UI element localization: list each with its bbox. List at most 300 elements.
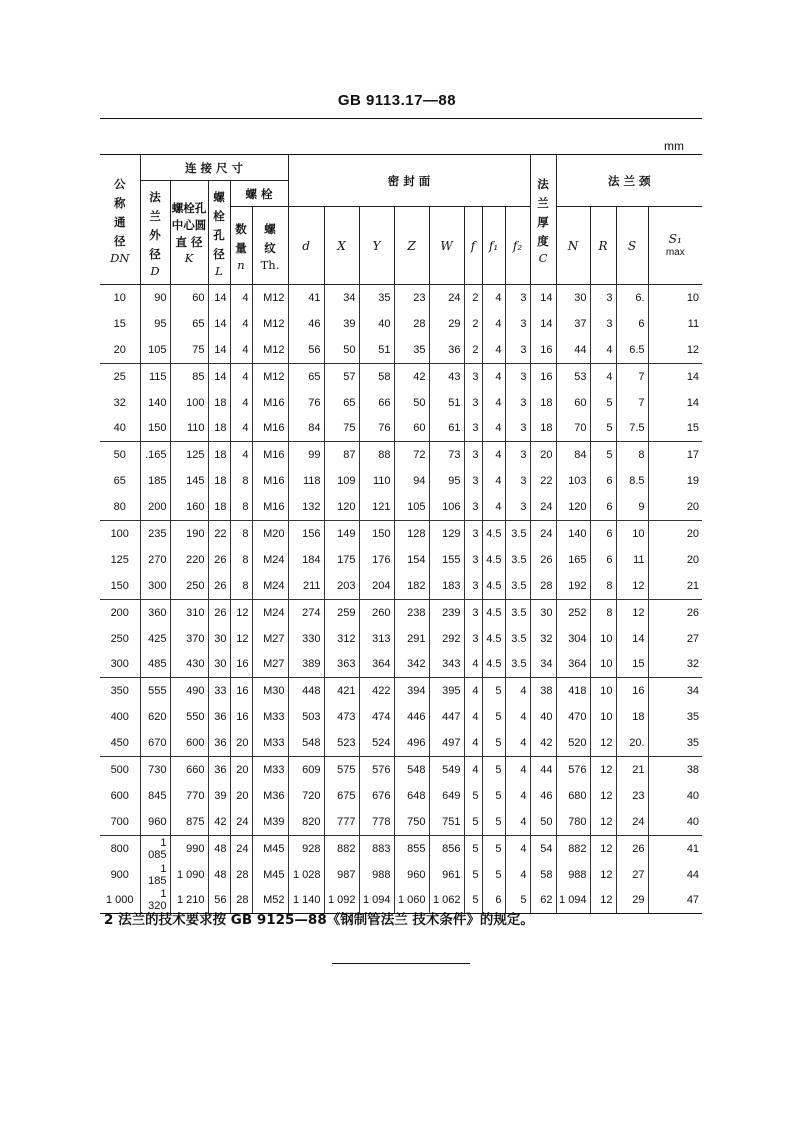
table-cell: 3	[464, 599, 482, 625]
table-cell: 4	[464, 757, 482, 783]
table-cell: 42	[394, 363, 429, 389]
table-cell: 780	[556, 809, 590, 835]
table-cell: 26	[208, 599, 230, 625]
table-cell: 40	[113, 422, 126, 435]
table-cell: 5	[482, 783, 505, 809]
table-cell: 10	[590, 651, 616, 677]
table-cell: 14	[530, 311, 556, 337]
table-cell: 855	[394, 835, 429, 861]
table-cell: M16	[252, 468, 288, 494]
table-cell: 3	[464, 626, 482, 652]
table-cell: 200	[140, 494, 170, 520]
technical-requirements-note: 2 法兰的技术要求按 GB 9125—88《钢制管法兰 技术条件》的规定。	[104, 912, 534, 928]
table-cell: 53	[556, 363, 590, 389]
table-cell: 105	[140, 337, 170, 363]
table-cell: 4	[482, 415, 505, 441]
table-cell: 648	[394, 783, 429, 809]
table-row	[100, 835, 702, 861]
table-cell: 1 320	[140, 887, 170, 913]
table-cell: 987	[324, 862, 359, 888]
table-cell: 115	[140, 363, 170, 389]
table-cell: 680	[556, 783, 590, 809]
table-cell: 44	[530, 757, 556, 783]
table-cell: 38	[648, 757, 702, 783]
table-cell: 76	[359, 415, 394, 441]
table-cell: 550	[170, 704, 208, 730]
table-cell: 12	[590, 757, 616, 783]
table-cell: 425	[140, 626, 170, 652]
table-cell: 8	[616, 442, 648, 468]
table-cell: 220	[170, 547, 208, 573]
table-cell: 60	[556, 390, 590, 416]
table-row	[100, 311, 702, 337]
table-cell: 28	[394, 311, 429, 337]
table-cell: 4	[482, 494, 505, 520]
table-cell: 600	[170, 730, 208, 756]
table-cell: 6.	[616, 285, 648, 311]
table-cell: 3.5	[505, 547, 530, 573]
table-cell: M24	[252, 599, 288, 625]
table-cell: 520	[556, 730, 590, 756]
table-cell: 36	[429, 337, 464, 363]
table-cell: 5	[464, 783, 482, 809]
table-cell: 32	[530, 626, 556, 652]
table-cell: 154	[394, 547, 429, 573]
table-cell: 10	[590, 626, 616, 652]
table-cell: 34	[530, 651, 556, 677]
table-cell: 292	[429, 626, 464, 652]
table-cell: 40	[648, 809, 702, 835]
table-cell: 76	[288, 390, 324, 416]
table-cell: M12	[252, 285, 288, 311]
table-cell: 500	[100, 757, 140, 783]
table-row	[100, 704, 702, 730]
table-cell: 150	[110, 579, 129, 592]
table-cell: 523	[324, 730, 359, 756]
table-cell: 960	[394, 862, 429, 888]
table-cell: 3.5	[505, 626, 530, 652]
table-cell: 576	[359, 757, 394, 783]
table-cell: 182	[394, 573, 429, 599]
table-cell: 4	[505, 757, 530, 783]
table-cell: 3	[505, 337, 530, 363]
table-row	[100, 390, 702, 416]
table-cell: M16	[252, 415, 288, 441]
table-cell: 40	[648, 783, 702, 809]
table-row	[100, 862, 702, 888]
table-cell: 14	[208, 311, 230, 337]
table-cell: M16	[252, 390, 288, 416]
table-cell: 1 028	[288, 862, 324, 888]
table-cell: 3	[464, 415, 482, 441]
table-cell: 1 210	[170, 887, 208, 913]
table-cell: 777	[324, 809, 359, 835]
table-cell: 94	[394, 468, 429, 494]
table-cell: 129	[429, 521, 464, 547]
table-cell: 304	[556, 626, 590, 652]
table-cell: 1 140	[288, 887, 324, 913]
table-row	[100, 651, 702, 677]
table-cell: 51	[429, 390, 464, 416]
table-cell: 28	[530, 573, 556, 599]
table-row	[100, 521, 702, 547]
table-cell: 4	[464, 651, 482, 677]
table-cell: M33	[252, 757, 288, 783]
table-cell: 5	[590, 415, 616, 441]
table-cell: 4	[230, 337, 252, 363]
table-cell: 128	[394, 521, 429, 547]
table-cell: 27	[648, 626, 702, 652]
table-cell: 60	[170, 285, 208, 311]
table-cell: 12	[590, 862, 616, 888]
table-cell: 24	[616, 809, 648, 835]
table-cell: 140	[140, 390, 170, 416]
table-cell: 34	[324, 285, 359, 311]
table-cell: 5	[482, 809, 505, 835]
header-connection-dimensions: 连 接 尺 寸	[140, 155, 288, 181]
header-nominal-diameter: 公称通径 DN	[100, 155, 140, 285]
table-cell: 75	[170, 337, 208, 363]
table-cell: M39	[252, 809, 288, 835]
table-row	[100, 468, 702, 494]
table-cell: 2	[464, 311, 482, 337]
table-cell: 42	[530, 730, 556, 756]
table-cell: 192	[556, 573, 590, 599]
table-cell: 110	[170, 415, 208, 441]
table-cell: 20	[230, 783, 252, 809]
end-rule	[332, 963, 470, 964]
table-cell: 26	[208, 547, 230, 573]
table-cell: 490	[170, 678, 208, 704]
table-cell: 3	[464, 494, 482, 520]
table-cell: 24	[429, 285, 464, 311]
table-cell: 90	[140, 285, 170, 311]
table-cell: 200	[100, 599, 140, 625]
table-cell: 576	[556, 757, 590, 783]
header-flange-outer-diameter: 法兰外径 D	[140, 181, 170, 285]
table-cell: 422	[359, 678, 394, 704]
table-cell: 1 062	[429, 887, 464, 913]
header-seal-w: W	[429, 207, 464, 285]
table-cell: 18	[530, 390, 556, 416]
table-cell: 8	[230, 494, 252, 520]
table-cell: 4	[505, 835, 530, 861]
table-cell: 6	[590, 494, 616, 520]
table-cell: 3	[505, 390, 530, 416]
header-neck-s: S	[616, 207, 648, 285]
table-cell: 132	[288, 494, 324, 520]
table-cell: 16	[230, 678, 252, 704]
table-row	[100, 730, 702, 756]
table-cell: 20	[648, 494, 702, 520]
table-cell: 778	[359, 809, 394, 835]
table-cell: 24	[530, 521, 556, 547]
table-cell: 676	[359, 783, 394, 809]
table-cell: 5	[464, 887, 482, 913]
table-cell: 446	[394, 704, 429, 730]
table-cell: 3.5	[505, 521, 530, 547]
table-cell: 11	[648, 311, 702, 337]
table-cell: 36	[208, 757, 230, 783]
table-cell: 3	[590, 311, 616, 337]
table-cell: 12	[230, 626, 252, 652]
table-cell: 14	[616, 626, 648, 652]
table-cell: 95	[429, 468, 464, 494]
table-cell: 22	[208, 521, 230, 547]
table-cell: 6	[616, 311, 648, 337]
table-row	[100, 626, 702, 652]
table-cell: 1 094	[556, 887, 590, 913]
table-cell: 32	[113, 396, 126, 409]
table-cell: 549	[429, 757, 464, 783]
table-cell: 609	[288, 757, 324, 783]
table-row	[100, 757, 702, 783]
table-cell: 473	[324, 704, 359, 730]
table-cell: 3	[505, 363, 530, 389]
table-cell: 3	[464, 547, 482, 573]
table-cell: 730	[140, 757, 170, 783]
table-cell: 470	[556, 704, 590, 730]
table-cell: 12	[590, 887, 616, 913]
table-cell: 330	[288, 626, 324, 652]
table-cell: 750	[394, 809, 429, 835]
table-cell: 6	[482, 887, 505, 913]
table-cell: 8	[590, 573, 616, 599]
table-cell: 3.5	[505, 573, 530, 599]
table-cell: 6	[590, 521, 616, 547]
table-cell: 26	[648, 599, 702, 625]
table-cell: 3.5	[505, 651, 530, 677]
table-cell: 95	[140, 311, 170, 337]
table-cell: 15	[113, 317, 126, 330]
table-cell: 120	[556, 494, 590, 520]
table-cell: 38	[530, 678, 556, 704]
header-neck-s1-max: S₁ max	[648, 207, 702, 285]
table-cell: 46	[530, 783, 556, 809]
header-seal-f: f	[464, 207, 482, 285]
table-cell: 548	[288, 730, 324, 756]
table-cell: 4	[230, 442, 252, 468]
table-cell: 29	[616, 887, 648, 913]
table-cell: 16	[616, 678, 648, 704]
table-cell: 10	[590, 678, 616, 704]
header-rule	[100, 118, 702, 119]
table-cell: 3	[505, 494, 530, 520]
table-cell: 40	[530, 704, 556, 730]
table-cell: 5	[590, 390, 616, 416]
table-cell: 14	[208, 285, 230, 311]
table-cell: 6	[590, 547, 616, 573]
table-cell: 26	[208, 573, 230, 599]
table-cell: 20	[648, 547, 702, 573]
table-cell: 5	[482, 757, 505, 783]
table-cell: 649	[429, 783, 464, 809]
table-cell: 485	[140, 651, 170, 677]
table-cell: 25	[100, 363, 140, 389]
table-cell: 12	[590, 783, 616, 809]
table-cell: 110	[359, 468, 394, 494]
table-cell: 14	[208, 363, 230, 389]
table-cell: 291	[394, 626, 429, 652]
table-cell: 675	[324, 783, 359, 809]
table-cell: 2	[464, 285, 482, 311]
table-cell: 125	[170, 442, 208, 468]
table-cell: 176	[359, 547, 394, 573]
table-cell: 5	[505, 887, 530, 913]
header-seal-y: Y	[359, 207, 394, 285]
table-cell: 60	[394, 415, 429, 441]
table-cell: 203	[324, 573, 359, 599]
table-cell: 15	[648, 415, 702, 441]
table-row	[100, 809, 702, 835]
table-cell: 3	[464, 521, 482, 547]
header-seal-f2: f₂	[505, 207, 530, 285]
table-cell: 5	[464, 809, 482, 835]
table-cell: 99	[288, 442, 324, 468]
table-cell: 988	[556, 862, 590, 888]
table-cell: 10	[590, 704, 616, 730]
table-cell: 960	[140, 809, 170, 835]
table-cell: 9	[616, 494, 648, 520]
table-cell: 11	[616, 547, 648, 573]
table-cell: 4	[230, 311, 252, 337]
table-row	[100, 547, 702, 573]
table-cell: 15	[616, 651, 648, 677]
table-cell: 3	[464, 363, 482, 389]
table-cell: 497	[429, 730, 464, 756]
table-cell: 12	[590, 835, 616, 861]
table-cell: 5	[482, 862, 505, 888]
table-cell: 10	[100, 285, 140, 311]
table-cell: M45	[252, 835, 288, 861]
table-cell: 259	[324, 599, 359, 625]
table-cell: 8	[230, 521, 252, 547]
table-cell: .165	[140, 442, 170, 468]
table-cell: 350	[100, 678, 140, 704]
table-cell: M52	[252, 887, 288, 913]
table-cell: 100	[170, 390, 208, 416]
table-cell: 1 092	[324, 887, 359, 913]
table-cell: M12	[252, 311, 288, 337]
header-bolt-circle-diameter: 螺栓孔中心圆直 径 K	[170, 181, 208, 285]
table-cell: 85	[170, 363, 208, 389]
table-cell: 183	[429, 573, 464, 599]
table-cell: 20	[113, 343, 126, 356]
header-bolt: 螺 栓	[230, 181, 288, 207]
table-cell: 40	[359, 311, 394, 337]
header-seal-d: d	[288, 207, 324, 285]
table-cell: 4	[230, 363, 252, 389]
table-cell: 204	[359, 573, 394, 599]
table-cell: 4	[505, 809, 530, 835]
table-cell: 312	[324, 626, 359, 652]
table-cell: 575	[324, 757, 359, 783]
table-cell: M45	[252, 862, 288, 888]
table-cell: 4	[482, 337, 505, 363]
table-row	[100, 415, 702, 441]
table-cell: 20	[530, 442, 556, 468]
table-cell: 343	[429, 651, 464, 677]
table-cell: 4	[230, 285, 252, 311]
table-cell: M12	[252, 363, 288, 389]
table-cell: 14	[530, 285, 556, 311]
table-cell: 3	[590, 285, 616, 311]
table-cell: 389	[288, 651, 324, 677]
table-cell: 503	[288, 704, 324, 730]
table-cell: 7.5	[616, 415, 648, 441]
header-bolt-hole-diameter: 螺栓孔径 L	[208, 181, 230, 285]
table-cell: 18	[208, 442, 230, 468]
table-cell: 39	[324, 311, 359, 337]
table-cell: 18	[616, 704, 648, 730]
table-cell: 447	[429, 704, 464, 730]
table-cell: 845	[140, 783, 170, 809]
table-cell: 1 090	[170, 862, 208, 888]
table-cell: 184	[288, 547, 324, 573]
header-sealing-face: 密 封 面	[288, 155, 530, 207]
table-cell: 33	[208, 678, 230, 704]
table-cell: 900	[110, 868, 129, 881]
table-cell: 37	[556, 311, 590, 337]
table-cell: 961	[429, 862, 464, 888]
table-cell: 12	[648, 337, 702, 363]
table-cell: 18	[208, 415, 230, 441]
table-cell: 7	[616, 363, 648, 389]
table-cell: 109	[324, 468, 359, 494]
table-cell: 28	[230, 887, 252, 913]
table-cell: 36	[208, 704, 230, 730]
table-cell: 73	[429, 442, 464, 468]
table-cell: 51	[359, 337, 394, 363]
table-cell: 928	[288, 835, 324, 861]
table-cell: 56	[208, 887, 230, 913]
table-cell: 394	[394, 678, 429, 704]
table-cell: 20.	[616, 730, 648, 756]
table-row	[100, 599, 702, 625]
table-cell: 18	[208, 494, 230, 520]
table-cell: 61	[429, 415, 464, 441]
table-cell: 260	[359, 599, 394, 625]
table-cell: 26	[530, 547, 556, 573]
table-cell: 1 000	[100, 887, 140, 913]
table-cell: 418	[556, 678, 590, 704]
table-cell: 800	[100, 835, 140, 861]
table-cell: 10	[648, 285, 702, 311]
table-cell: 3	[505, 415, 530, 441]
table-cell: 238	[394, 599, 429, 625]
header-seal-x: X	[324, 207, 359, 285]
table-row	[100, 573, 702, 599]
table-cell: 370	[170, 626, 208, 652]
table-cell: 21	[648, 573, 702, 599]
table-cell: 4.5	[482, 626, 505, 652]
table-cell: 4	[482, 311, 505, 337]
table-cell: 700	[110, 815, 129, 828]
table-cell: 106	[429, 494, 464, 520]
table-cell: 30	[208, 651, 230, 677]
table-cell: 4.5	[482, 651, 505, 677]
table-row	[100, 285, 702, 311]
table-cell: 118	[288, 468, 324, 494]
table-row	[100, 678, 702, 704]
table-cell: 42	[208, 809, 230, 835]
table-cell: 450	[110, 737, 129, 750]
table-cell: 430	[170, 651, 208, 677]
table-cell: 14	[208, 337, 230, 363]
table-cell: 30	[556, 285, 590, 311]
table-cell: 342	[394, 651, 429, 677]
table-cell: 62	[530, 887, 556, 913]
